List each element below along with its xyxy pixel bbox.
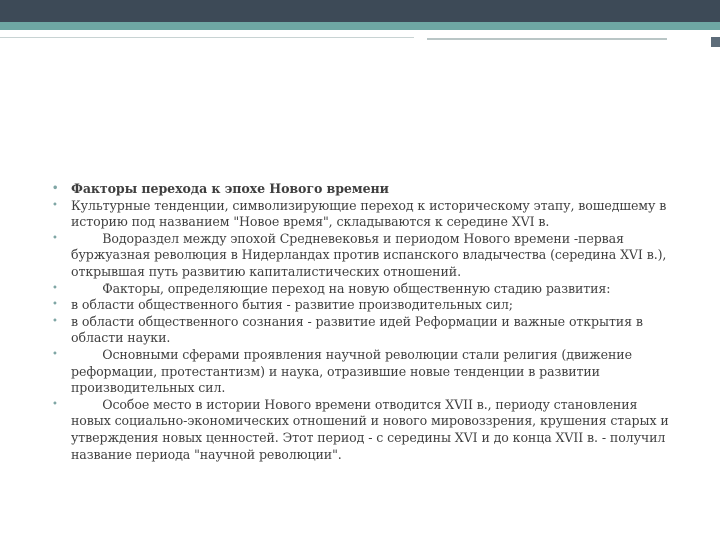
list-item-text: Культурные тенденции, символизирующие переход к историческому этапу, вошедшему в историю под названием "Новое время", складываются к середине XVI в.	[71, 197, 667, 230]
header-band	[0, 0, 720, 22]
list-item	[52, 231, 674, 281]
bullet-icon: •	[52, 232, 58, 244]
list-item-text: в области общественного сознания - развитие идей Реформации и важные открытия в области науки.	[71, 313, 643, 346]
list-item-text: Водораздел между эпохой Средневековья и периодом Нового времени -первая буржуазная революция в Нидерландах против испанского владычества (середина XVI в.), открывшая путь развитию капиталистических отношений.	[71, 230, 671, 279]
list-item-heading	[52, 181, 674, 198]
bullet-list	[52, 181, 674, 463]
list-item	[52, 314, 674, 347]
corner-accent-block	[711, 37, 720, 47]
slide-content	[52, 181, 674, 463]
bullet-icon: •	[52, 348, 58, 360]
divider-line-left	[0, 37, 414, 38]
list-item	[52, 198, 674, 231]
list-item	[52, 297, 674, 314]
bullet-icon: •	[52, 398, 58, 410]
list-item-text: Особое место в истории Нового времени отводится XVII в., периоду становления новых социально-экономических отношений и нового мировоззрения, крушения старых и утверждения новых ценностей. Этот период - с середины XVI и до конца XVII в. - получил название периода "научной революции".	[71, 396, 673, 462]
bullet-icon: •	[52, 183, 59, 194]
list-item-text: в области общественного бытия - развитие производительных сил;	[71, 297, 513, 313]
list-item-text: Факторы, определяющие переход на новую общественную стадию развития:	[71, 280, 611, 296]
list-item	[52, 347, 674, 397]
list-item	[52, 397, 674, 463]
header-accent-stripe	[0, 22, 720, 30]
bullet-icon: •	[52, 299, 58, 311]
bullet-icon: •	[52, 282, 58, 294]
bullet-icon: •	[52, 315, 58, 327]
list-item	[52, 281, 674, 298]
list-item-text: Основными сферами проявления научной революции стали религия (движение реформации, протестантизм) и наука, отразившие новые тенденции в развитии производительных сил.	[71, 346, 636, 396]
bullet-icon: •	[52, 199, 58, 211]
divider-line-middle	[427, 38, 667, 40]
list-item-text: Факторы перехода к эпохе Нового времени	[71, 181, 389, 196]
